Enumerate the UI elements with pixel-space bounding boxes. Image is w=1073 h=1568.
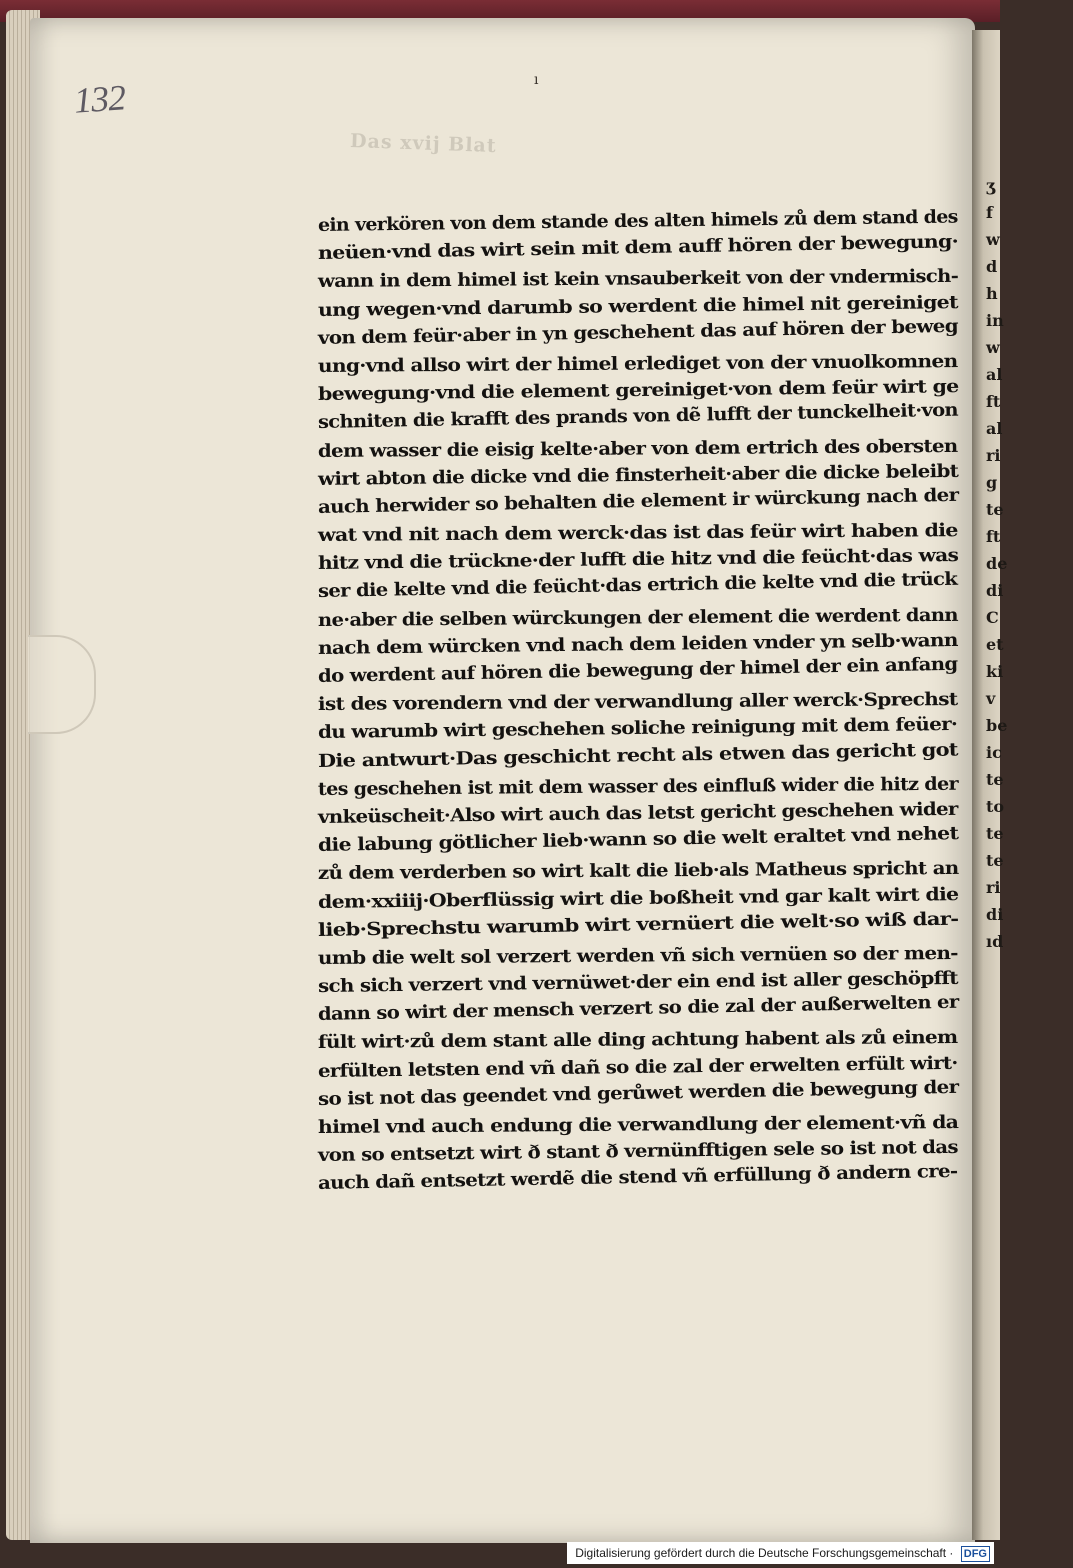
ink-mark: ı: [534, 72, 539, 88]
body-text: [317, 206, 959, 1199]
text-line: sch sich verzert vnd vernüwet·der ein end ist aller geschöpfft: [317, 967, 959, 998]
text-line: neüen·vnd das wirt sein mit dem auff hören der bewegung·: [317, 231, 959, 265]
text-line: von dem feür·aber in yn geschehent das auf hören der beweg: [317, 315, 959, 349]
text-line: dann so wirt der mensch verzert so die zal der außerwelten er: [317, 991, 959, 1026]
text-line: zů dem verderben so wirt kalt die lieb·als Matheus spricht an: [317, 858, 959, 885]
text-line: dem wasser die eisig kelte·aber von dem ertrich des obersten: [317, 435, 958, 462]
text-line: hitz vnd die trückne·der lufft die hitz vnd die feücht·das was: [317, 545, 959, 575]
text-line: nach dem würcken vnd nach dem leiden vnder yn selb·wann: [317, 629, 958, 659]
text-line: lieb·Sprechstu warumb wirt vernüert die welt·so wiß dar-: [317, 908, 959, 941]
text-line: wirt abton die dicke vnd die finsterheit·aber die dicke beleibt: [317, 460, 959, 490]
sheet-tab: [28, 635, 96, 734]
text-line: ist des vorendern vnd der verwandlung aller werck·Sprechst: [317, 689, 958, 716]
text-line: do werdent auf hören die bewegung der himel der ein anfang: [317, 653, 958, 687]
text-line: von so entsetzt wirt ð stant ð vernünfftigen sele so ist not das: [317, 1137, 959, 1167]
dfg-footer: Digitalisierung gefördert durch die Deutsche Forschungsgemeinschaft · DFG: [567, 1542, 994, 1564]
text-line: himel vnd auch endung die verwandlung der element·vñ da: [317, 1112, 959, 1138]
folio-number: 132: [72, 77, 127, 121]
text-line: wat vnd nit nach dem werck·das ist das feür wirt haben die: [317, 520, 958, 547]
dfg-logo: DFG: [961, 1546, 990, 1562]
text-line: umb die welt sol verzert werden vñ sich vernüen so der men-: [317, 942, 958, 969]
text-line: tes geschehen ist mit dem wasser des einfluß wider die hitz der: [317, 773, 959, 800]
facing-page-text: ʒ f w d h in w al ft al ri g te ft de di C et ki v be ic te to te te ri di ıd: [986, 176, 1008, 951]
text-line: auch dañ entsetzt werdẽ die stend vñ erfüllung ð andern cre-: [317, 1161, 958, 1195]
text-line: so ist not das geendet vnd gerůwet werden die bewegung der: [317, 1076, 959, 1110]
text-line: auch herwider so behalten die element ir würckung nach der: [317, 484, 959, 518]
text-line: ein verkören von dem stande des alten himels zů dem stand des: [317, 206, 958, 236]
text-line: die labung götlicher lieb·wann so die welt eraltet vnd nehet: [317, 823, 959, 857]
footer-text: Digitalisierung gefördert durch die Deutsche Forschungsgemeinschaft: [575, 1546, 947, 1560]
text-line: ne·aber die selben würckungen der element die werdent dann: [317, 604, 959, 631]
text-line: bewegung·vnd die element gereiniget·von dem feür wirt ge: [317, 376, 959, 406]
text-line: Die antwurt·Das geschicht recht als etwen das gericht got: [317, 739, 959, 772]
text-line: vnkeüscheit·Also wirt auch das letst gericht geschehen wider: [317, 798, 958, 828]
running-header-showthrough: Das xvij Blat: [349, 129, 497, 158]
text-line: ung·vnd allso wirt der himel erlediget von der vnuolkomnen: [317, 350, 958, 377]
text-line: wann in dem himel ist kein vnsauberkeit von der vndermisch-: [317, 266, 959, 293]
text-line: fült wirt·zů dem stant alle ding achtung habent als zů einem: [317, 1027, 958, 1054]
text-line: du warumb wirt geschehen soliche reinigung mit dem feüer·: [317, 714, 958, 744]
text-line: erfülten letsten end vñ dañ so die zal der erwelten erfült wirt·: [317, 1052, 958, 1082]
text-line: schniten die krafft des prands von dẽ lufft der tunckelheit·von: [317, 399, 959, 434]
text-line: dem·xxiiij·Oberflüssig wirt die boßheit vnd gar kalt wirt die: [317, 883, 959, 913]
text-line: ser die kelte vnd die feücht·das ertrich die kelte vnd die trück: [317, 569, 958, 603]
text-line: ung wegen·vnd darumb so werdent die himel nit gereiniget: [317, 291, 958, 321]
